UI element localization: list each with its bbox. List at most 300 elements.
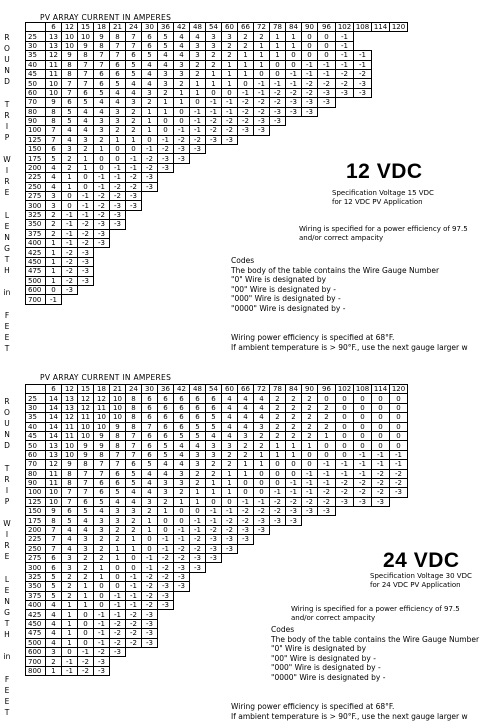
gauge-cell: 4 xyxy=(158,60,174,69)
gauge-cell: 1 xyxy=(62,600,78,609)
gauge-cell: 11 xyxy=(46,469,62,478)
empty-cell xyxy=(190,257,206,266)
gauge-cell: -2 xyxy=(110,638,126,647)
empty-cell xyxy=(390,69,408,78)
wire-length-cell: 300 xyxy=(26,201,46,210)
gauge-cell: 2 xyxy=(142,98,158,107)
gauge-cell: 7 xyxy=(110,460,126,469)
empty-cell xyxy=(372,507,390,516)
codes-line: "000" Wire is designated by - xyxy=(231,294,341,304)
empty-cell xyxy=(354,116,372,125)
empty-cell xyxy=(390,98,408,107)
gauge-cell: 0 xyxy=(372,394,390,403)
empty-cell xyxy=(254,229,270,238)
empty-cell xyxy=(174,295,190,304)
empty-cell xyxy=(158,657,174,666)
empty-cell xyxy=(158,173,174,182)
gauge-cell: -1 xyxy=(354,60,372,69)
gauge-cell: 1 xyxy=(62,629,78,638)
empty-cell xyxy=(336,591,354,600)
empty-cell xyxy=(254,210,270,219)
gauge-cell: -1 xyxy=(318,60,336,69)
gauge-cell: 0 xyxy=(110,563,126,572)
gauge-cell: 7 xyxy=(94,51,110,60)
gauge-cell: 4 xyxy=(158,460,174,469)
gauge-cell: 3 xyxy=(174,69,190,78)
gauge-cell: -2 xyxy=(110,192,126,201)
current-column-header: 54 xyxy=(206,23,222,32)
side-label-letter: T xyxy=(4,463,10,473)
gauge-cell: -1 xyxy=(206,98,222,107)
gauge-cell: 2 xyxy=(270,413,286,422)
empty-cell xyxy=(174,182,190,191)
gauge-cell: -1 xyxy=(336,460,354,469)
gauge-cell: 9 xyxy=(46,98,62,107)
gauge-cell: 0 xyxy=(336,403,354,412)
empty-cell xyxy=(222,582,238,591)
gauge-cell: 10 xyxy=(46,79,62,88)
gauge-cell: 4 xyxy=(110,88,126,97)
gauge-cell: 3 xyxy=(94,116,110,125)
empty-cell xyxy=(354,535,372,544)
current-column-header: 42 xyxy=(174,385,190,394)
wire-length-cell: 450 xyxy=(26,257,46,266)
current-column-header: 6 xyxy=(46,385,62,394)
side-label-letter: I xyxy=(5,530,9,540)
gauge-cell: 10 xyxy=(78,422,94,431)
empty-cell xyxy=(142,229,158,238)
wiring-ampacity-line: and/or correct ampacity xyxy=(291,614,376,622)
empty-cell xyxy=(222,638,238,647)
codes-line: The body of the table contains the Wire Gauge Number xyxy=(271,634,480,644)
gauge-cell: -2 xyxy=(336,69,354,78)
wire-length-cell: 200 xyxy=(26,525,46,534)
gauge-cell: 3 xyxy=(190,51,206,60)
empty-cell xyxy=(206,257,222,266)
gauge-cell: 1 xyxy=(62,173,78,182)
empty-cell xyxy=(158,248,174,257)
gauge-cell: 6 xyxy=(158,422,174,431)
gauge-cell: 3 xyxy=(62,554,78,563)
gauge-cell: 1 xyxy=(238,51,254,60)
empty-cell xyxy=(254,135,270,144)
gauge-cell: -2 xyxy=(142,572,158,581)
gauge-cell: 3 xyxy=(206,41,222,50)
gauge-cell: 0 xyxy=(174,116,190,125)
empty-cell xyxy=(372,41,390,50)
gauge-cell: 2 xyxy=(206,60,222,69)
gauge-cell: 0 xyxy=(222,88,238,97)
gauge-cell: 5 xyxy=(190,431,206,440)
current-column-header: 96 xyxy=(318,385,336,394)
gauge-cell: 4 xyxy=(222,431,238,440)
gauge-cell: 2 xyxy=(78,554,94,563)
empty-cell xyxy=(126,210,142,219)
empty-cell xyxy=(206,591,222,600)
gauge-cell: 2 xyxy=(46,220,62,229)
spec-voltage-line: Specification Voltage 30 VDC xyxy=(370,572,472,580)
current-header-row xyxy=(26,23,408,32)
current-header-row xyxy=(26,385,408,394)
current-column-header: 6 xyxy=(46,23,62,32)
gauge-cell: -1 xyxy=(302,69,318,78)
empty-cell xyxy=(190,285,206,294)
gauge-cell: -1 xyxy=(270,488,286,497)
empty-cell xyxy=(302,525,318,534)
gauge-cell: 14 xyxy=(46,431,62,440)
gauge-cell: -3 xyxy=(110,201,126,210)
table-row xyxy=(26,441,408,450)
gauge-cell: 4 xyxy=(238,403,254,412)
gauge-cell: 3 xyxy=(110,107,126,116)
gauge-cell: -1 xyxy=(222,98,238,107)
gauge-cell: -1 xyxy=(62,657,78,666)
empty-cell xyxy=(126,257,142,266)
power-note xyxy=(231,333,468,352)
table-row xyxy=(26,145,408,154)
gauge-cell: 4 xyxy=(222,422,238,431)
empty-cell xyxy=(302,572,318,581)
empty-cell xyxy=(302,145,318,154)
empty-cell xyxy=(336,582,354,591)
power-line: If ambient temperature is > 90°F., use the next gauge larger w xyxy=(231,342,468,352)
wire-length-cell: 225 xyxy=(26,535,46,544)
gauge-cell: -1 xyxy=(46,295,62,304)
empty-cell xyxy=(206,285,222,294)
gauge-cell: 1 xyxy=(286,441,302,450)
gauge-cell: 1 xyxy=(62,182,78,191)
current-column-header: 84 xyxy=(286,385,302,394)
gauge-cell: 1 xyxy=(190,88,206,97)
codes-block xyxy=(231,256,439,314)
gauge-cell: -2 xyxy=(110,182,126,191)
gauge-cell: 11 xyxy=(78,413,94,422)
empty-cell xyxy=(254,629,270,638)
gauge-cell: 2 xyxy=(110,525,126,534)
empty-cell xyxy=(390,107,408,116)
gauge-cell: -1 xyxy=(302,60,318,69)
gauge-cell: 1 xyxy=(78,600,94,609)
empty-cell xyxy=(286,544,302,553)
empty-cell xyxy=(222,182,238,191)
empty-cell xyxy=(286,126,302,135)
empty-cell xyxy=(222,572,238,581)
side-label-letter: R xyxy=(4,177,10,187)
gauge-cell: 7 xyxy=(126,32,142,41)
empty-cell xyxy=(110,295,126,304)
table-row xyxy=(26,516,408,525)
gauge-cell: 1 xyxy=(46,276,62,285)
empty-cell xyxy=(158,629,174,638)
table-row xyxy=(26,32,408,41)
gauge-cell: 1 xyxy=(190,79,206,88)
gauge-cell: 3 xyxy=(190,460,206,469)
current-column-header: 66 xyxy=(238,23,254,32)
empty-cell xyxy=(142,647,158,656)
gauge-cell: -1 xyxy=(302,469,318,478)
gauge-cell: 9 xyxy=(94,431,110,440)
gauge-cell: 4 xyxy=(110,98,126,107)
empty-cell xyxy=(190,210,206,219)
empty-cell xyxy=(126,248,142,257)
gauge-cell: 0 xyxy=(94,163,110,172)
gauge-cell: -2 xyxy=(174,135,190,144)
gauge-cell: 0 xyxy=(286,469,302,478)
gauge-cell: -3 xyxy=(206,544,222,553)
wire-length-cell: 225 xyxy=(26,173,46,182)
gauge-cell: -1 xyxy=(372,460,390,469)
gauge-cell: 2 xyxy=(94,554,110,563)
empty-cell xyxy=(190,163,206,172)
empty-cell xyxy=(390,535,408,544)
empty-cell xyxy=(354,32,372,41)
wiring-efficiency-line: Wiring is specified for a power efficiency of 97.5 xyxy=(291,605,460,613)
empty-cell xyxy=(158,267,174,276)
gauge-cell: -1 xyxy=(372,450,390,459)
empty-cell xyxy=(206,629,222,638)
voltage-title: 12 VDC xyxy=(346,160,423,183)
empty-cell xyxy=(206,276,222,285)
empty-cell xyxy=(302,163,318,172)
gauge-cell: -1 xyxy=(254,79,270,88)
empty-cell xyxy=(94,276,110,285)
gauge-cell: 4 xyxy=(190,32,206,41)
empty-cell xyxy=(318,135,336,144)
empty-cell xyxy=(222,619,238,628)
gauge-cell: 1 xyxy=(270,51,286,60)
empty-cell xyxy=(206,145,222,154)
gauge-cell: -2 xyxy=(222,525,238,534)
gauge-cell: 1 xyxy=(158,507,174,516)
wire-length-cell: 275 xyxy=(26,554,46,563)
gauge-cell: -2 xyxy=(372,478,390,487)
gauge-cell: 10 xyxy=(78,32,94,41)
empty-cell xyxy=(254,145,270,154)
empty-cell xyxy=(110,285,126,294)
gauge-cell: 3 xyxy=(206,441,222,450)
empty-cell xyxy=(222,220,238,229)
gauge-cell: -1 xyxy=(94,629,110,638)
table-row xyxy=(26,591,408,600)
empty-cell xyxy=(254,192,270,201)
empty-cell xyxy=(110,657,126,666)
empty-cell xyxy=(286,154,302,163)
side-label-letter: E xyxy=(4,188,10,198)
table-row xyxy=(26,535,408,544)
table-row xyxy=(26,507,408,516)
gauge-cell: 2 xyxy=(222,450,238,459)
empty-cell xyxy=(142,666,158,675)
gauge-cell: 4 xyxy=(158,51,174,60)
side-label-letter: D xyxy=(4,77,10,87)
gauge-cell: 5 xyxy=(62,116,78,125)
empty-cell xyxy=(286,163,302,172)
gauge-cell: 0 xyxy=(78,173,94,182)
gauge-cell: 3 xyxy=(46,192,62,201)
gauge-cell: 2 xyxy=(62,582,78,591)
empty-cell xyxy=(286,173,302,182)
gauge-cell: -1 xyxy=(110,163,126,172)
gauge-cell: 7 xyxy=(126,441,142,450)
gauge-cell: 0 xyxy=(318,51,336,60)
gauge-cell: 4 xyxy=(142,79,158,88)
current-column-header: 15 xyxy=(78,23,94,32)
gauge-cell: 7 xyxy=(126,431,142,440)
gauge-cell: 0 xyxy=(206,88,222,97)
empty-cell xyxy=(254,201,270,210)
gauge-cell: -3 xyxy=(254,116,270,125)
gauge-cell: -2 xyxy=(238,98,254,107)
empty-cell xyxy=(286,201,302,210)
gauge-cell: -3 xyxy=(286,507,302,516)
gauge-cell: 0 xyxy=(190,507,206,516)
gauge-cell: 0 xyxy=(354,441,372,450)
empty-cell xyxy=(336,563,354,572)
gauge-cell: -1 xyxy=(336,60,354,69)
gauge-cell: 6 xyxy=(142,431,158,440)
table-row xyxy=(26,41,408,50)
empty-cell xyxy=(254,163,270,172)
wire-length-cell: 150 xyxy=(26,145,46,154)
wire-length-cell: 500 xyxy=(26,638,46,647)
gauge-cell: 1 xyxy=(46,267,62,276)
gauge-cell: 8 xyxy=(94,41,110,50)
gauge-cell: 10 xyxy=(110,403,126,412)
gauge-cell: 3 xyxy=(62,563,78,572)
gauge-cell: 8 xyxy=(126,413,142,422)
gauge-cell: -1 xyxy=(174,525,190,534)
side-label-letter: R xyxy=(4,110,10,120)
gauge-cell: -3 xyxy=(62,285,78,294)
empty-cell xyxy=(286,563,302,572)
table-row xyxy=(26,497,408,506)
gauge-cell: -3 xyxy=(142,638,158,647)
empty-cell xyxy=(190,666,206,675)
empty-cell xyxy=(302,582,318,591)
empty-cell xyxy=(254,173,270,182)
empty-cell xyxy=(254,638,270,647)
empty-cell xyxy=(110,229,126,238)
gauge-cell: 7 xyxy=(46,135,62,144)
gauge-cell: -2 xyxy=(94,210,110,219)
gauge-cell: -1 xyxy=(158,135,174,144)
empty-cell xyxy=(238,229,254,238)
empty-cell xyxy=(206,563,222,572)
gauge-cell: 2 xyxy=(46,657,62,666)
empty-cell xyxy=(174,192,190,201)
empty-cell xyxy=(286,145,302,154)
corner-cell xyxy=(26,385,46,394)
gauge-cell: 2 xyxy=(126,525,142,534)
gauge-cell: -1 xyxy=(302,488,318,497)
wire-length-cell: 175 xyxy=(26,154,46,163)
gauge-cell: -1 xyxy=(206,107,222,116)
gauge-cell: 4 xyxy=(46,182,62,191)
empty-cell xyxy=(270,535,286,544)
empty-cell xyxy=(390,591,408,600)
gauge-cell: -2 xyxy=(78,238,94,247)
empty-cell xyxy=(174,619,190,628)
empty-cell xyxy=(142,267,158,276)
gauge-cell: -2 xyxy=(62,257,78,266)
side-label-letter: O xyxy=(4,44,10,54)
gauge-cell: 1 xyxy=(254,460,270,469)
empty-cell xyxy=(318,525,336,534)
gauge-cell: 1 xyxy=(318,431,336,440)
gauge-cell: 0 xyxy=(206,497,222,506)
gauge-cell: -1 xyxy=(62,238,78,247)
gauge-cell: 0 xyxy=(390,394,408,403)
gauge-cell: -3 xyxy=(206,135,222,144)
gauge-cell: 5 xyxy=(46,572,62,581)
empty-cell xyxy=(302,173,318,182)
gauge-cell: 7 xyxy=(78,69,94,78)
empty-cell xyxy=(254,647,270,656)
empty-cell xyxy=(238,572,254,581)
gauge-cell: -1 xyxy=(222,107,238,116)
current-column-header: 102 xyxy=(336,385,354,394)
gauge-cell: 1 xyxy=(206,69,222,78)
empty-cell xyxy=(238,192,254,201)
gauge-cell: 10 xyxy=(78,431,94,440)
empty-cell xyxy=(174,276,190,285)
gauge-cell: -2 xyxy=(336,488,354,497)
empty-cell xyxy=(222,554,238,563)
empty-cell xyxy=(174,657,190,666)
gauge-cell: -3 xyxy=(254,516,270,525)
gauge-cell: -1 xyxy=(254,88,270,97)
gauge-cell: 6 xyxy=(46,554,62,563)
empty-cell xyxy=(222,647,238,656)
gauge-cell: -2 xyxy=(238,507,254,516)
empty-cell xyxy=(254,535,270,544)
empty-cell xyxy=(254,591,270,600)
empty-cell xyxy=(174,201,190,210)
gauge-cell: 5 xyxy=(206,422,222,431)
gauge-cell: -3 xyxy=(94,229,110,238)
gauge-cell: 8 xyxy=(78,460,94,469)
table-row xyxy=(26,572,408,581)
empty-cell xyxy=(302,126,318,135)
empty-cell xyxy=(222,666,238,675)
gauge-cell: 1 xyxy=(158,98,174,107)
gauge-cell: 5 xyxy=(126,469,142,478)
gauge-cell: -1 xyxy=(190,107,206,116)
gauge-cell: 6 xyxy=(206,403,222,412)
gauge-cell: -3 xyxy=(94,657,110,666)
empty-cell xyxy=(286,582,302,591)
side-label-letter: R xyxy=(4,397,10,406)
gauge-cell: 1 xyxy=(110,554,126,563)
wire-length-cell: 275 xyxy=(26,192,46,201)
side-label-letter: F xyxy=(4,674,10,684)
empty-cell xyxy=(158,192,174,201)
empty-cell xyxy=(174,600,190,609)
gauge-cell: -2 xyxy=(390,469,408,478)
gauge-cell: -2 xyxy=(354,69,372,78)
gauge-cell: -1 xyxy=(158,544,174,553)
empty-cell xyxy=(318,563,336,572)
gauge-cell: 10 xyxy=(46,88,62,97)
gauge-cell: 0 xyxy=(174,507,190,516)
wire-length-cell: 250 xyxy=(26,544,46,553)
empty-cell xyxy=(254,600,270,609)
gauge-cell: -2 xyxy=(286,497,302,506)
empty-cell xyxy=(390,210,408,219)
empty-cell xyxy=(238,145,254,154)
gauge-cell: 1 xyxy=(46,248,62,257)
gauge-cell: 10 xyxy=(62,450,78,459)
